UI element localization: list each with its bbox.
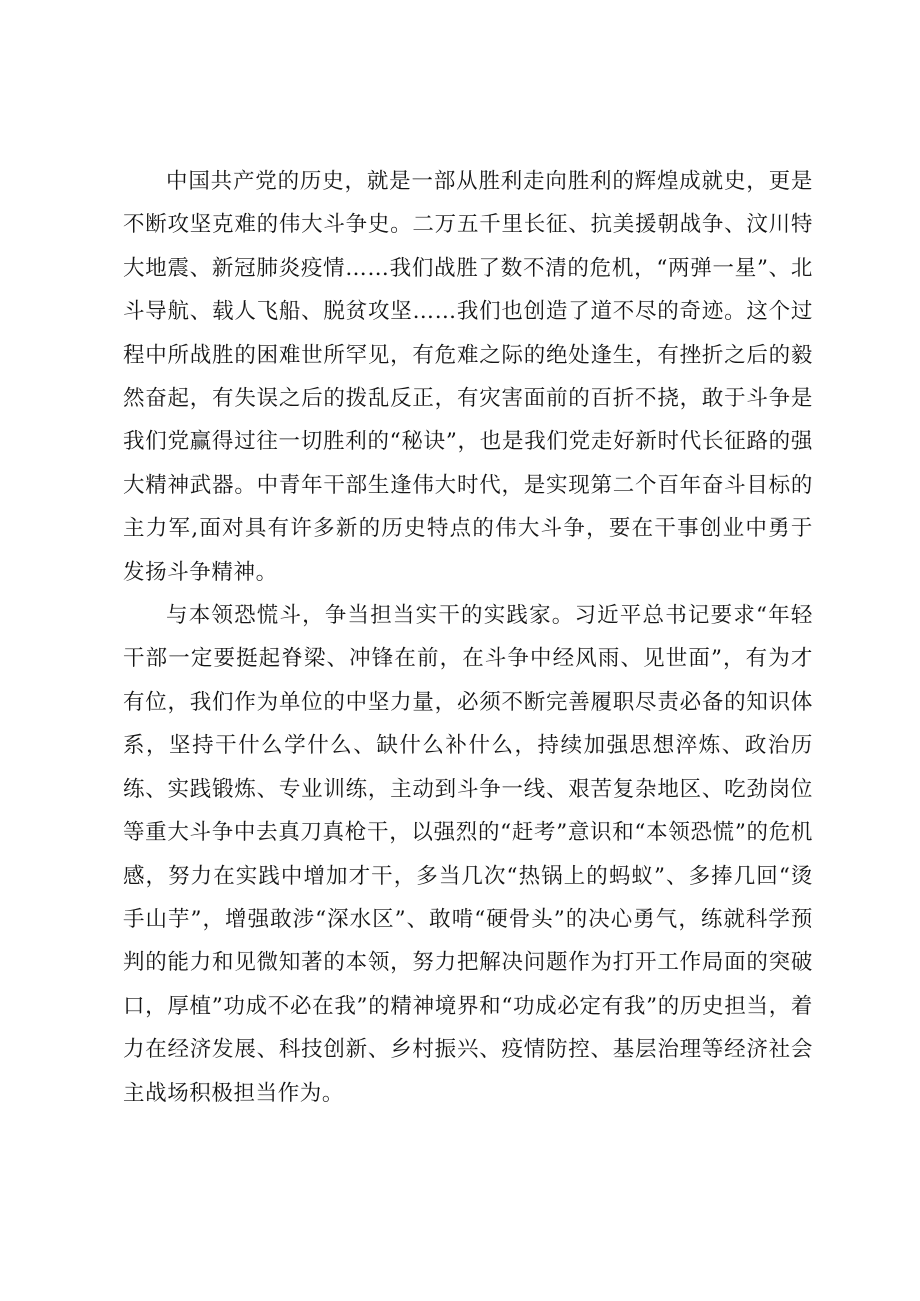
body-text bbox=[123, 160, 813, 1115]
paragraph-1: 中国共产党的历史，就是一部从胜利走向胜利的辉煌成就史，更是不断攻坚克难的伟大斗争史。二万五千里长征、抗美援朝战争、汶川特大地震、新冠肺炎疫情……我们战胜了数不清的危机，“两弹一星”、北斗导航、载人飞船、脱贫攻坚……我们也创造了道不尽的奇迹。这个过程中所战胜的困难世所罕见，有危难之际的绝处逢生，有挫折之后的毅然奋起，有失误之后的拨乱反正，有灾害面前的百折不挠，敢于斗争是我们党赢得过往一切胜利的“秘诀”，也是我们党走好新时代长征路的强大精神武器。中青年干部生逢伟大时代，是实现第二个百年奋斗目标的主力军,面对具有许多新的历史特点的伟大斗争，要在干事创业中勇于发扬斗争精神。 bbox=[123, 169, 813, 585]
paragraph-2: 与本领恐慌斗，争当担当实干的实践家。习近平总书记要求“年轻干部一定要挺起脊梁、冲锋在前，在斗争中经风雨、见世面”，有为才有位，我们作为单位的中坚力量，必须不断完善履职尽责必备的知识体系，坚持干什么学什么、缺什么补什么，持续加强思想淬炼、政治历练、实践锻炼、专业训练，主动到斗争一线、艰苦复杂地区、吃劲岗位等重大斗争中去真刀真枪干，以强烈的“赶考”意识和“本领恐慌”的危机感，努力在实践中增加才干，多当几次“热锅上的蚂蚁”、多捧几回“烫手山芋”，增强敢涉“深水区”、敢啃“硬骨头”的决心勇气，练就科学预判的能力和见微知著的本领，努力把解决问题作为打开工作局面的突破口，厚植”功成不必在我”的精神境界和“功成必定有我”的历史担当，着力在经济发展、科技创新、乡村振兴、疫情防控、基层治理等经济社会主战场积极担当作为。 bbox=[123, 603, 813, 1106]
